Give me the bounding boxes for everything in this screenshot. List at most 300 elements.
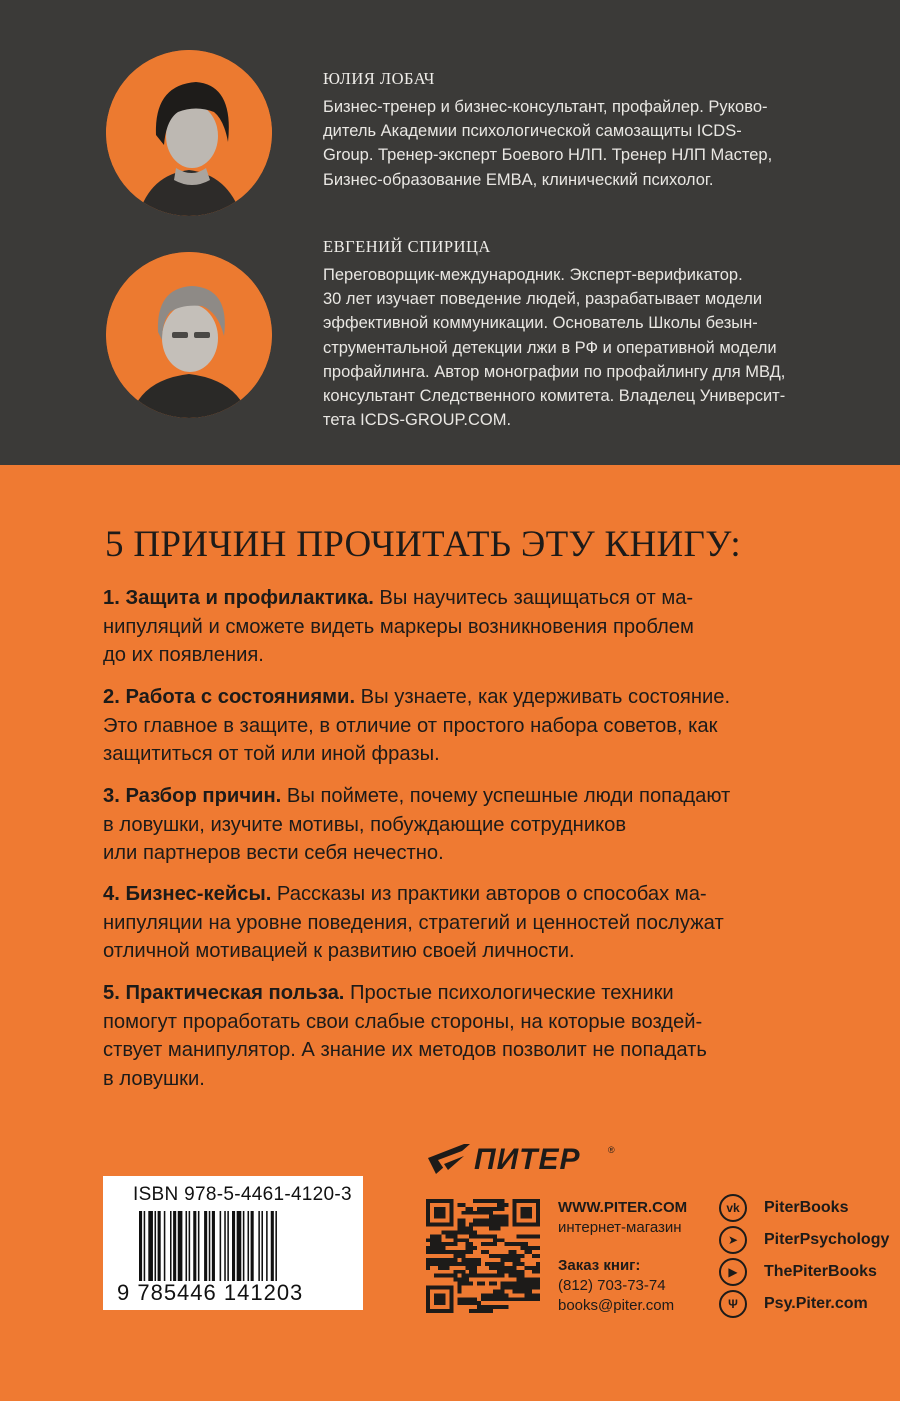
qr-module — [430, 1309, 434, 1313]
qr-module — [512, 1282, 516, 1286]
qr-module — [512, 1258, 516, 1262]
author-block-1 — [323, 69, 883, 192]
qr-module — [497, 1254, 501, 1258]
reason-item — [103, 880, 863, 966]
qr-module — [497, 1227, 501, 1231]
qr-module — [481, 1297, 485, 1301]
qr-module — [509, 1254, 513, 1258]
publisher-logo-text: ПИТЕР — [474, 1143, 581, 1176]
qr-module — [457, 1219, 461, 1223]
qr-module — [454, 1278, 458, 1282]
barcode-bar — [178, 1211, 183, 1281]
qr-module — [505, 1285, 509, 1289]
qr-module — [505, 1203, 509, 1207]
qr-module — [457, 1262, 461, 1266]
qr-module — [520, 1223, 524, 1227]
qr-module — [493, 1254, 497, 1258]
qr-module — [434, 1242, 438, 1246]
qr-module — [489, 1211, 493, 1215]
qr-module — [528, 1278, 532, 1282]
qr-module — [532, 1282, 536, 1286]
barcode-bar — [148, 1211, 153, 1281]
qr-module — [473, 1246, 477, 1250]
qr-module — [505, 1266, 509, 1270]
qr-module — [469, 1258, 473, 1262]
qr-module — [493, 1199, 497, 1203]
qr-module — [493, 1238, 497, 1242]
qr-module — [438, 1293, 442, 1297]
qr-module — [536, 1199, 540, 1203]
qr-module — [501, 1215, 505, 1219]
qr-module — [532, 1234, 536, 1238]
qr-module — [454, 1238, 458, 1242]
barcode-bar — [258, 1211, 260, 1281]
qr-module — [489, 1215, 493, 1219]
qr-module — [426, 1238, 430, 1242]
qr-module — [512, 1215, 516, 1219]
barcode-bar — [227, 1211, 229, 1281]
qr-module — [512, 1266, 516, 1270]
qr-module — [505, 1254, 509, 1258]
reason-item — [103, 979, 863, 1093]
qr-module — [430, 1234, 434, 1238]
qr-module — [520, 1282, 524, 1286]
isbn-barcode — [103, 1176, 363, 1310]
qr-module — [497, 1305, 501, 1309]
qr-module — [509, 1242, 513, 1246]
qr-module — [497, 1297, 501, 1301]
qr-module — [516, 1258, 520, 1262]
qr-module — [450, 1305, 454, 1309]
qr-module — [442, 1293, 446, 1297]
qr-module — [461, 1203, 465, 1207]
author-bio — [323, 95, 883, 192]
qr-module — [442, 1297, 446, 1301]
qr-module — [532, 1266, 536, 1270]
qr-module — [450, 1203, 454, 1207]
qr-module — [489, 1262, 493, 1266]
qr-module — [516, 1289, 520, 1293]
barcode-digits: 9 785446 141203 — [117, 1280, 304, 1305]
qr-module — [501, 1207, 505, 1211]
qr-module — [457, 1250, 461, 1254]
qr-module — [532, 1293, 536, 1297]
qr-module — [473, 1266, 477, 1270]
qr-module — [516, 1285, 520, 1289]
qr-module — [446, 1285, 450, 1289]
qr-module — [469, 1250, 473, 1254]
qr-module — [516, 1270, 520, 1274]
reason-item — [103, 782, 863, 868]
reason-text: Это главное в защите, в отличие от простого набора советов, как — [103, 714, 718, 737]
qr-module — [497, 1262, 501, 1266]
qr-module — [438, 1242, 442, 1246]
qr-module — [457, 1289, 461, 1293]
barcode-bar — [189, 1211, 191, 1281]
qr-module — [461, 1211, 465, 1215]
qr-module — [485, 1293, 489, 1297]
qr-module — [489, 1293, 493, 1297]
qr-module — [536, 1278, 540, 1282]
qr-module — [512, 1262, 516, 1266]
barcode-bar — [275, 1211, 277, 1281]
qr-module — [516, 1242, 520, 1246]
qr-module — [438, 1258, 442, 1262]
qr-module — [493, 1289, 497, 1293]
qr-module — [536, 1254, 540, 1258]
qr-module — [505, 1215, 509, 1219]
qr-module — [536, 1234, 540, 1238]
qr-module — [450, 1211, 454, 1215]
qr-module — [446, 1223, 450, 1227]
social-label: PiterBooks — [764, 1199, 849, 1216]
qr-module — [434, 1301, 438, 1305]
qr-module — [438, 1285, 442, 1289]
qr-module — [501, 1262, 505, 1266]
qr-module — [532, 1254, 536, 1258]
reason-text: Рассказы из практики авторов о способах ма- — [271, 883, 707, 905]
qr-module — [477, 1234, 481, 1238]
qr-module — [477, 1258, 481, 1262]
qr-module — [450, 1301, 454, 1305]
qr-module — [512, 1223, 516, 1227]
qr-module — [509, 1266, 513, 1270]
qr-module — [524, 1207, 528, 1211]
qr-module — [434, 1297, 438, 1301]
barcode-bar — [209, 1211, 211, 1281]
qr-module — [505, 1219, 509, 1223]
qr-module — [477, 1301, 481, 1305]
qr-module — [434, 1274, 438, 1278]
order-label: Заказ книг: — [558, 1257, 641, 1274]
qr-module — [473, 1211, 477, 1215]
registered-mark: ® — [608, 1145, 615, 1155]
qr-module — [426, 1309, 430, 1313]
qr-module — [532, 1246, 536, 1250]
qr-module — [473, 1262, 477, 1266]
qr-module — [469, 1207, 473, 1211]
qr-module — [493, 1234, 497, 1238]
qr-module — [536, 1203, 540, 1207]
qr-module — [497, 1223, 501, 1227]
qr-module — [489, 1274, 493, 1278]
qr-module — [524, 1234, 528, 1238]
qr-module — [434, 1258, 438, 1262]
qr-module — [473, 1219, 477, 1223]
qr-module — [497, 1274, 501, 1278]
qr-module — [501, 1258, 505, 1262]
qr-module — [465, 1211, 469, 1215]
qr-module — [426, 1285, 430, 1289]
qr-module — [512, 1254, 516, 1258]
qr-module — [485, 1207, 489, 1211]
qr-module — [454, 1242, 458, 1246]
barcode-bar — [155, 1211, 157, 1281]
qr-module — [465, 1258, 469, 1262]
qr-module — [438, 1246, 442, 1250]
reason-item — [103, 683, 863, 769]
qr-module — [438, 1238, 442, 1242]
qr-module — [524, 1289, 528, 1293]
qr-module — [477, 1207, 481, 1211]
qr-module — [497, 1199, 501, 1203]
qr-module — [536, 1219, 540, 1223]
author-photo-lobach — [106, 50, 272, 216]
reason-text: ствует манипулятор. А знание их методов позволит не попадать — [103, 1039, 707, 1062]
qr-module — [524, 1223, 528, 1227]
reason-text: защититься от той или иной фразы. — [103, 743, 440, 766]
qr-module — [524, 1285, 528, 1289]
qr-module — [512, 1250, 516, 1254]
qr-module — [461, 1301, 465, 1305]
qr-module — [524, 1297, 528, 1301]
qr-module — [512, 1289, 516, 1293]
qr-module — [520, 1274, 524, 1278]
publisher-site: WWW.PITER.COM — [558, 1199, 688, 1216]
qr-module — [442, 1262, 446, 1266]
qr-module — [497, 1203, 501, 1207]
qr-module — [442, 1266, 446, 1270]
qr-module — [461, 1223, 465, 1227]
qr-module — [481, 1282, 485, 1286]
qr-module — [489, 1227, 493, 1231]
qr-module — [536, 1293, 540, 1297]
qr-module — [497, 1207, 501, 1211]
barcode-bar — [248, 1211, 250, 1281]
qr-module — [536, 1282, 540, 1286]
qr-code-icon — [426, 1199, 540, 1313]
qr-module — [501, 1266, 505, 1270]
qr-module — [473, 1301, 477, 1305]
qr-module — [473, 1230, 477, 1234]
author-name: ЮЛИЯ ЛОБАЧ — [323, 69, 435, 88]
qr-module — [477, 1223, 481, 1227]
qr-module — [536, 1207, 540, 1211]
qr-module — [450, 1297, 454, 1301]
qr-module — [469, 1309, 473, 1313]
qr-module — [485, 1234, 489, 1238]
bio-line: Group. Тренер-эксперт Боевого НЛП. Тренер НЛП Мастер, — [323, 146, 773, 165]
qr-module — [434, 1211, 438, 1215]
qr-module — [520, 1234, 524, 1238]
qr-module — [481, 1234, 485, 1238]
qr-module — [450, 1223, 454, 1227]
qr-module — [438, 1266, 442, 1270]
qr-module — [528, 1207, 532, 1211]
qr-module — [442, 1230, 446, 1234]
qr-module — [465, 1262, 469, 1266]
qr-module — [457, 1301, 461, 1305]
qr-module — [509, 1274, 513, 1278]
qr-module — [481, 1293, 485, 1297]
qr-module — [430, 1223, 434, 1227]
qr-module — [509, 1270, 513, 1274]
qr-module — [512, 1219, 516, 1223]
qr-module — [528, 1211, 532, 1215]
qr-module — [465, 1230, 469, 1234]
qr-module — [524, 1242, 528, 1246]
qr-module — [473, 1297, 477, 1301]
bio-line: консультант Следственного комитета. Владелец Университ- — [323, 387, 786, 406]
barcode-bars — [139, 1211, 353, 1281]
social-label: Psy.Piter.com — [764, 1295, 868, 1312]
barcode-bar — [266, 1211, 268, 1281]
reason-text: отличной мотивацией к развитию своей личности. — [103, 940, 575, 963]
qr-module — [501, 1305, 505, 1309]
qr-module — [493, 1305, 497, 1309]
qr-module — [469, 1223, 473, 1227]
qr-module — [516, 1199, 520, 1203]
qr-module — [469, 1301, 473, 1305]
qr-module — [489, 1234, 493, 1238]
telegram-icon: ➤ — [719, 1226, 747, 1254]
qr-module — [520, 1285, 524, 1289]
qr-module — [461, 1227, 465, 1231]
qr-module — [461, 1254, 465, 1258]
qr-module — [442, 1250, 446, 1254]
qr-module — [457, 1278, 461, 1282]
barcode-bar — [212, 1211, 215, 1281]
qr-module — [477, 1305, 481, 1309]
qr-module — [442, 1242, 446, 1246]
qr-module — [450, 1219, 454, 1223]
qr-module — [497, 1293, 501, 1297]
qr-module — [520, 1254, 524, 1258]
qr-module — [493, 1227, 497, 1231]
qr-module — [481, 1199, 485, 1203]
barcode-bar — [164, 1211, 166, 1281]
qr-module — [512, 1285, 516, 1289]
qr-module — [485, 1297, 489, 1301]
qr-module — [501, 1297, 505, 1301]
qr-module — [438, 1223, 442, 1227]
qr-module — [485, 1211, 489, 1215]
reason-title: 5. Практическая польза. — [103, 982, 345, 1004]
qr-module — [442, 1207, 446, 1211]
qr-module — [465, 1301, 469, 1305]
psy-icon: Ψ — [719, 1290, 747, 1318]
qr-module — [438, 1274, 442, 1278]
qr-module — [493, 1223, 497, 1227]
qr-module — [442, 1223, 446, 1227]
reason-title: 4. Бизнес-кейсы. — [103, 883, 272, 905]
qr-module — [426, 1289, 430, 1293]
qr-module — [457, 1203, 461, 1207]
qr-module — [489, 1242, 493, 1246]
qr-module — [454, 1254, 458, 1258]
qr-module — [489, 1254, 493, 1258]
qr-module — [512, 1297, 516, 1301]
qr-module — [446, 1258, 450, 1262]
qr-module — [536, 1285, 540, 1289]
qr-module — [485, 1199, 489, 1203]
barcode-bar — [170, 1211, 172, 1281]
qr-module — [438, 1301, 442, 1305]
qr-module — [438, 1262, 442, 1266]
qr-module — [465, 1207, 469, 1211]
qr-module — [493, 1274, 497, 1278]
qr-module — [524, 1246, 528, 1250]
qr-module — [509, 1285, 513, 1289]
bio-line: струментальной детекции лжи в РФ и оперативной модели — [323, 338, 777, 357]
qr-module — [505, 1282, 509, 1286]
qr-module — [450, 1250, 454, 1254]
qr-module — [442, 1274, 446, 1278]
qr-module — [520, 1297, 524, 1301]
qr-module — [520, 1289, 524, 1293]
qr-module — [438, 1309, 442, 1313]
qr-module — [524, 1278, 528, 1282]
qr-module — [520, 1246, 524, 1250]
qr-module — [501, 1238, 505, 1242]
qr-module — [520, 1215, 524, 1219]
qr-module — [473, 1234, 477, 1238]
qr-module — [532, 1270, 536, 1274]
qr-module — [512, 1203, 516, 1207]
qr-module — [457, 1238, 461, 1242]
qr-module — [524, 1266, 528, 1270]
qr-module — [461, 1250, 465, 1254]
qr-module — [454, 1258, 458, 1262]
qr-module — [536, 1270, 540, 1274]
qr-module — [524, 1250, 528, 1254]
qr-module — [430, 1242, 434, 1246]
qr-module — [501, 1285, 505, 1289]
qr-module — [524, 1199, 528, 1203]
qr-module — [493, 1282, 497, 1286]
qr-module — [450, 1199, 454, 1203]
qr-module — [536, 1223, 540, 1227]
qr-module — [485, 1242, 489, 1246]
qr-module — [528, 1250, 532, 1254]
qr-module — [469, 1242, 473, 1246]
reason-title: 3. Разбор причин. — [103, 785, 282, 807]
qr-module — [477, 1211, 481, 1215]
qr-module — [501, 1293, 505, 1297]
barcode-bar — [271, 1211, 274, 1281]
qr-module — [430, 1250, 434, 1254]
qr-module — [446, 1262, 450, 1266]
qr-module — [465, 1282, 469, 1286]
qr-module — [501, 1274, 505, 1278]
qr-module — [520, 1278, 524, 1282]
qr-module — [512, 1207, 516, 1211]
social-label: ThePiterBooks — [764, 1263, 877, 1280]
qr-module — [485, 1262, 489, 1266]
qr-module — [465, 1297, 469, 1301]
qr-module — [489, 1207, 493, 1211]
barcode-bar — [204, 1211, 207, 1281]
reason-title: 2. Работа с состояниями. — [103, 686, 356, 708]
qr-module — [450, 1274, 454, 1278]
qr-module — [446, 1230, 450, 1234]
qr-module — [509, 1282, 513, 1286]
barcode-bar — [243, 1211, 245, 1281]
qr-module — [438, 1199, 442, 1203]
qr-module — [469, 1270, 473, 1274]
reason-text: Вы научитесь защищаться от ма- — [373, 587, 694, 609]
qr-module — [524, 1293, 528, 1297]
qr-module — [528, 1282, 532, 1286]
qr-module — [465, 1227, 469, 1231]
qr-module — [473, 1258, 477, 1262]
qr-module — [481, 1219, 485, 1223]
qr-module — [528, 1289, 532, 1293]
qr-module — [477, 1199, 481, 1203]
qr-module — [501, 1289, 505, 1293]
qr-module — [457, 1230, 461, 1234]
qr-module — [438, 1234, 442, 1238]
